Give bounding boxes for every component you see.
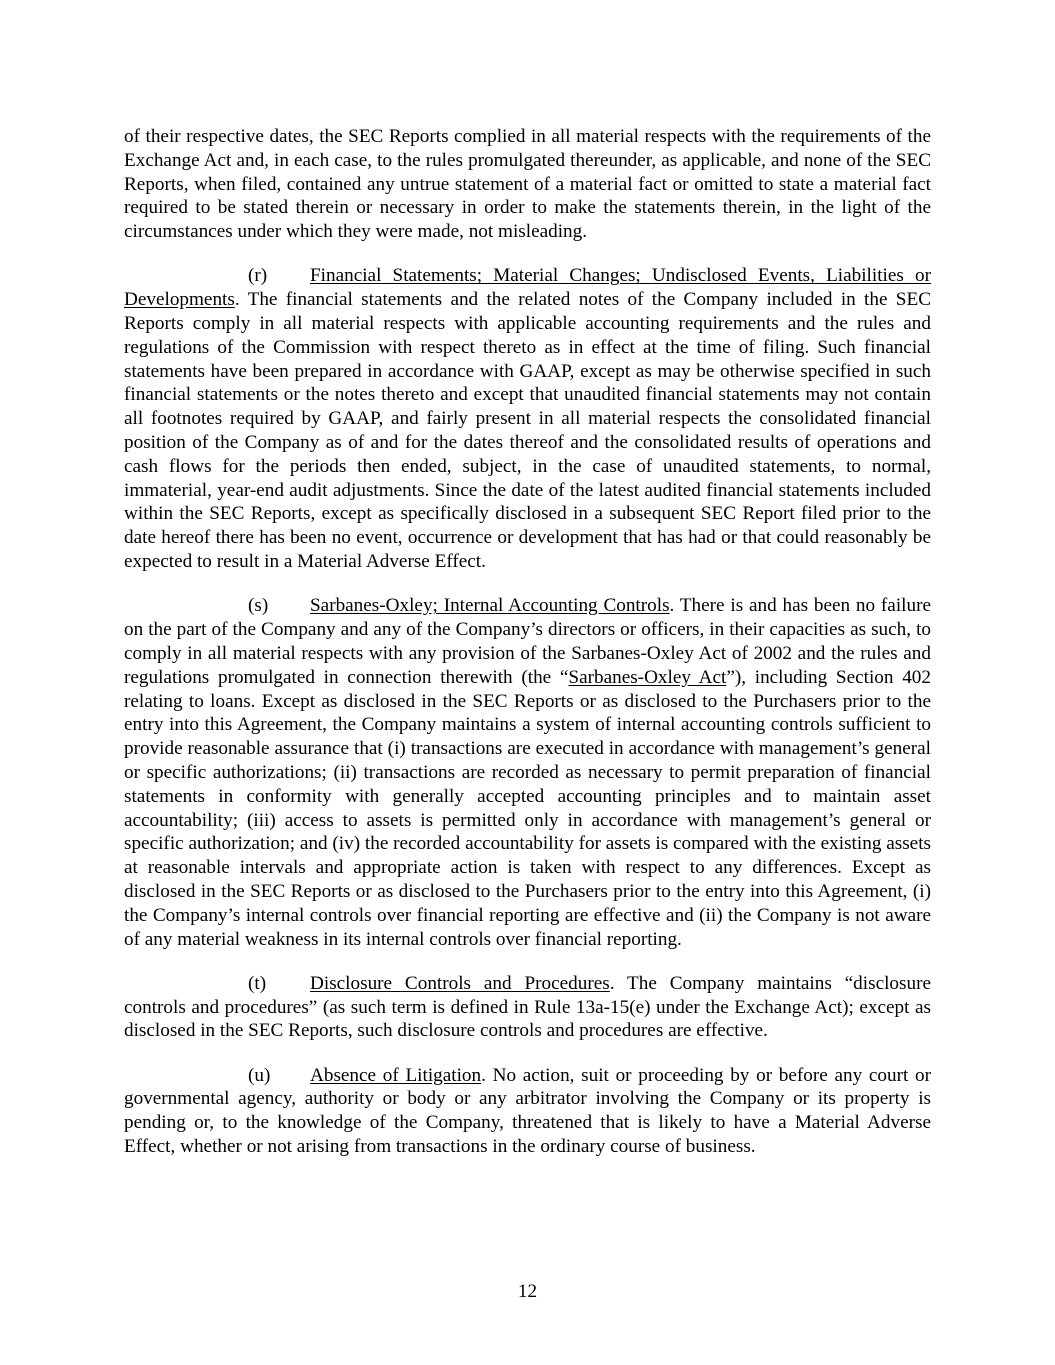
- section-s-label: (s): [248, 595, 269, 617]
- section-s-body-after-term: ”), including Section 402 relating to loans. Except as disclosed in the SEC Reports or as disclosed to the Purchasers prior to the entry into this Agreement, the Company maintains a system of internal accounting controls sufficient to provide reasonable assurance that (i) transactions are executed in accordance with management’s general or specific authorizations; (ii) transactions are recorded as necessary to permit preparation of financial statements in conformity with generally accepted accounting principles and to maintain asset accountability; (iii) access to assets is permitted only in accordance with management’s general or specific authorization; and (iv) the recorded accountability for assets is compared with the existing assets at reasonable intervals and appropriate action is taken with respect to any differences. Except as disclosed in the SEC Reports or as disclosed to the Purchasers prior to the entry into this Agreement, (i) the Company’s internal controls over financial reporting are effective and (ii) the Company is not aware of any material weakness in its internal controls over financial reporting.: [124, 666, 931, 950]
- section-u: [124, 1064, 931, 1159]
- section-t-body: . The Company maintains “disclosure controls and procedures” (as such term is defined in Rule 13a-15(e) under the Exchange Act); except as disclosed in the SEC Reports, such disclosure controls and procedures are effective.: [124, 972, 931, 1042]
- page-number: 12: [517, 1281, 538, 1302]
- document-page: [124, 125, 931, 1179]
- section-r-label: (r): [248, 265, 268, 287]
- section-u-body: . No action, suit or proceeding by or before any court or governmental agency, authority or body or any arbitrator involving the Company or its property is pending or, to the knowledge of the Company, threatened that is likely to have a Material Adverse Effect, whether or not arising from transactions in the ordinary course of business.: [124, 1064, 931, 1158]
- section-t-label: (t): [248, 972, 267, 994]
- section-s-body-before-term: . There is and has been no failure on the part of the Company and any of the Company’s directors or officers, in their capacities as such, to comply in all material respects with any provision of the Sarbanes-Oxley Act of 2002 and the rules and regulations promulgated in connection therewith (the “: [124, 595, 931, 688]
- section-t: [124, 972, 931, 1043]
- paragraph-continuation-text: of their respective dates, the SEC Reports complied in all material respects with the requirements of the Exchange Act and, in each case, to the rules promulgated thereunder, as applicable, and none of the SEC Reports, when filed, contained any untrue statement of a material fact or omitted to state a material fact required to be stated therein or necessary in order to make the statements therein, in the light of the circumstances under which they were made, not misleading.: [124, 126, 931, 243]
- paragraph-continuation: [124, 125, 931, 244]
- section-r-heading: Financial Statements; Material Changes; Undisclosed Events, Liabilities or Developments: [124, 265, 931, 311]
- section-r-body: . The financial statements and the related notes of the Company included in the SEC Reports comply in all material respects with applicable accounting requirements and the rules and regulations of the Commission with respect thereto as in effect at the time of filing. Such financial statements have been prepared in accordance with GAAP, except as may be otherwise specified in such financial statements or the notes thereto and except that unaudited financial statements may not contain all footnotes required by GAAP, and fairly present in all material respects the consolidated financial position of the Company as of and for the dates thereof and the consolidated results of operations and cash flows for the periods then ended, subject, in the case of unaudited statements, to normal, immaterial, year-end audit adjustments. Since the date of the latest audited financial statements included within the SEC Reports, except as specifically disclosed in a subsequent SEC Report filed prior to the date hereof there has been no event, occurrence or development that has had or that could reasonably be expected to result in a Material Adverse Effect.: [124, 289, 931, 573]
- section-t-heading: Disclosure Controls and Procedures: [310, 972, 610, 994]
- section-s-defined-term: Sarbanes-Oxley Act: [568, 666, 727, 688]
- section-u-label: (u): [248, 1064, 271, 1086]
- section-s: [124, 594, 931, 951]
- section-u-heading: Absence of Litigation: [310, 1064, 482, 1086]
- section-s-heading: Sarbanes-Oxley; Internal Accounting Controls: [310, 595, 670, 617]
- section-r: [124, 264, 931, 573]
